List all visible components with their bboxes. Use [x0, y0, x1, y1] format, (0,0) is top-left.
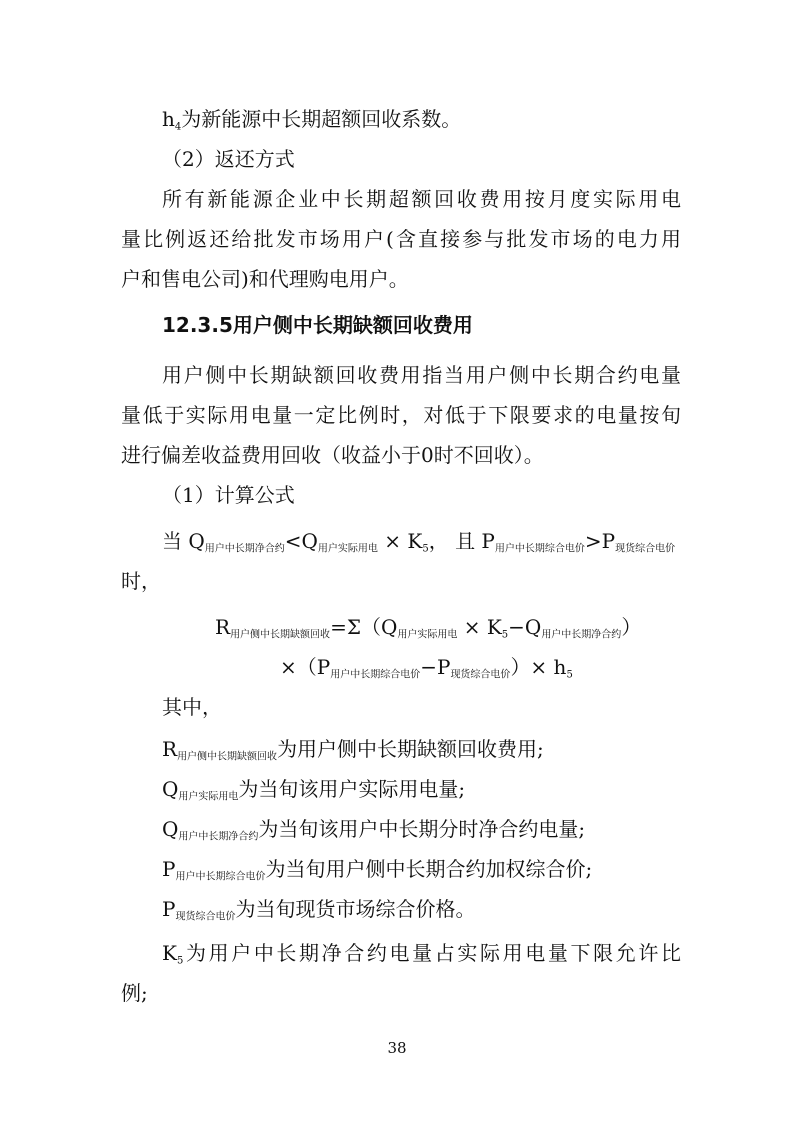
return-method-heading: （2）返还方式 [162, 147, 295, 171]
return-paragraph-line-1: 所有新能源企业中长期超额回收费用按月度实际用电 [162, 187, 681, 211]
subscript: 5 [501, 629, 509, 641]
subscript: 用户侧中长期缺额回收 [230, 629, 331, 641]
formula-line-1 [215, 612, 641, 642]
subscript: 用户侧中长期缺额回收 [177, 751, 278, 763]
condition-wrap: 时， [121, 569, 161, 593]
def-var: P [162, 897, 176, 921]
def-var: R [162, 737, 178, 761]
subscript: 用户中长期综合电价 [330, 669, 421, 681]
subscript: 4 [174, 121, 182, 133]
subscript: 用户实际用电 [178, 791, 239, 803]
formula-text: ×（P [280, 655, 331, 679]
def-var: Q [162, 777, 179, 801]
condition-prefix: 当 Q [162, 529, 205, 553]
formula-text: −P [420, 655, 451, 679]
condition-text: >P [584, 529, 616, 553]
formula-line-2 [280, 652, 573, 682]
def-var: P [162, 857, 176, 881]
formula-text: R [215, 615, 231, 639]
def-var: K [162, 941, 177, 965]
subscript: 现货综合电价 [615, 543, 676, 555]
def-text: 为用户中长期净合约电量占实际用电量下限允许比 [183, 941, 681, 965]
where-label: 其中， [162, 695, 222, 719]
subscript: 用户中长期净合约 [178, 831, 259, 843]
definition-p-contract [162, 854, 722, 884]
condition-text: <Q [284, 529, 318, 553]
subscript: 5 [422, 543, 429, 555]
subscript: 现货综合电价 [450, 669, 511, 681]
condition-text: × K [377, 529, 423, 553]
definition-k5-wrap: 例; [121, 981, 148, 1005]
subscript: 5 [566, 669, 573, 681]
definition-r [162, 734, 722, 764]
condition-line [162, 526, 681, 556]
definition-k5 [162, 938, 681, 968]
subscript: 用户中长期净合约 [541, 629, 622, 641]
page-number: 38 [387, 1039, 407, 1057]
def-var: Q [162, 817, 179, 841]
def-text: 为当旬用户侧中长期合约加权综合价; [265, 857, 593, 881]
h4-definition [162, 104, 722, 134]
subscript: 用户中长期净合约 [204, 543, 285, 555]
formula-text: −Q [508, 615, 542, 639]
subscript: 现货综合电价 [175, 911, 236, 923]
formula-text: =Σ（Q [330, 615, 398, 639]
section-heading: 12.3.5用户侧中长期缺额回收费用 [162, 313, 473, 337]
def-text: 为用户侧中长期缺额回收费用; [277, 737, 544, 761]
definition-p-spot [162, 894, 722, 924]
subscript: 用户中长期综合电价 [175, 871, 266, 883]
formula-text: × K [457, 615, 502, 639]
formula-text: ） [621, 615, 642, 639]
subscript: 5 [176, 955, 184, 967]
return-paragraph-line-2: 量比例返还给批发市场用户(含直接参与批发市场的电力用 [121, 227, 681, 251]
subscript: 用户实际用电 [317, 543, 378, 555]
var-h: h [162, 107, 175, 131]
return-paragraph-line-3: 户和售电公司)和代理购电用户。 [121, 267, 409, 291]
definition-q-actual [162, 774, 722, 804]
subscript: 用户实际用电 [397, 629, 458, 641]
def-text: 为当旬该用户中长期分时净合约电量; [258, 817, 586, 841]
section-paragraph-line-3: 进行偏差收益费用回收（收益小于0时不回收）。 [121, 443, 544, 467]
section-paragraph-line-2: 量低于实际用电量一定比例时，对低于下限要求的电量按旬 [121, 403, 681, 427]
section-paragraph-line-1: 用户侧中长期缺额回收费用指当用户侧中长期合约电量 [162, 363, 681, 387]
definition-q-contract [162, 814, 722, 844]
def-text: 为当旬现货市场综合价格。 [235, 897, 476, 921]
calc-formula-heading: （1）计算公式 [162, 483, 295, 507]
h4-text: 为新能源中长期超额回收系数。 [181, 107, 462, 131]
subscript: 用户中长期综合电价 [494, 543, 585, 555]
def-text: 为当旬该用户实际用电量; [238, 777, 466, 801]
formula-text: ）× h [510, 655, 567, 679]
condition-text: ， 且 P [428, 529, 495, 553]
